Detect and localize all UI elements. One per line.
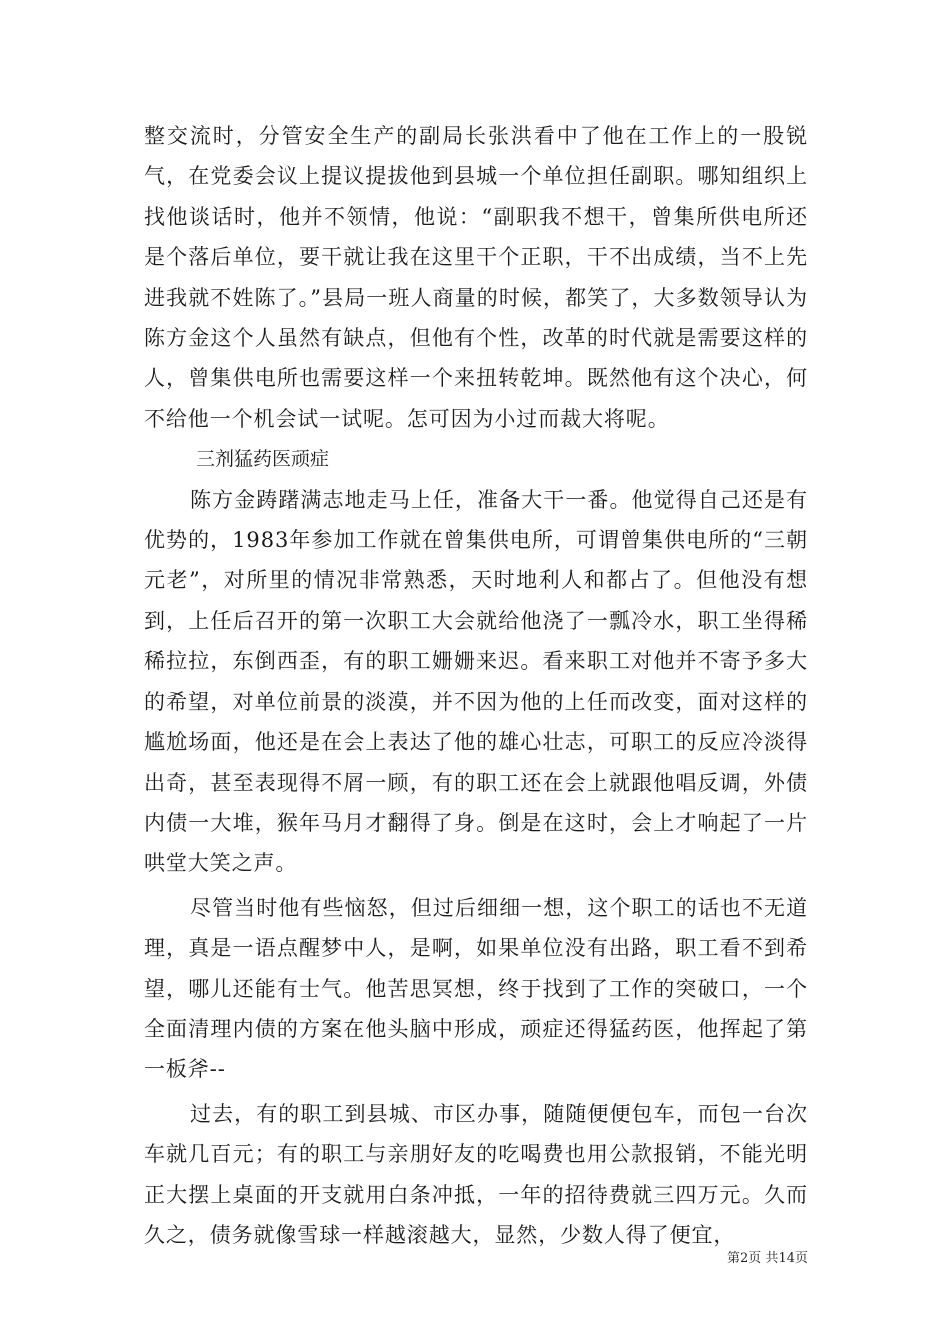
- document-body: [144, 116, 808, 1255]
- section-heading: 三剂猛药医顽症: [196, 448, 330, 471]
- current-page-number: 2: [740, 1251, 749, 1266]
- paragraph: 过去，有的职工到县城、市区办事，随随便便包车，而包一台次车就几百元；有的职工与亲朋好友的吃喝费也用公款报销，不能光明正大摆上桌面的开支就用白条冲抵，一年的招待费就三四万元。久而久之，债务就像雪球一样越滚越大，显然，少数人得了便宜，: [144, 1101, 808, 1247]
- page-footer: [0, 1250, 808, 1268]
- page-number-middle: 页 共: [748, 1251, 779, 1266]
- page-number-prefix: 第: [727, 1251, 741, 1266]
- total-pages-number: 14: [778, 1251, 795, 1266]
- paragraph: 陈方金踌躇满志地走马上任，准备大干一番。他觉得自己还是有优势的，1983年参加工作就在曾集供电所，可谓曾集供电所的“三朝元老”，对所里的情况非常熟悉，天时地利人和都占了。但他没有想到，上任后召开的第一次职工大会就给他浇了一瓢冷水，职工坐得稀稀拉拉，东倒西歪，有的职工姗姗来迟。看来职工对他并不寄予多大的希望，对单位前景的淡漠，并不因为他的上任而改变，面对这样的尴尬场面，他还是在会上表达了他的雄心壮志，可职工的反应冷淡得出奇，甚至表现得不屑一顾，有的职工还在会上就跟他唱反调，外债内债一大堆，猴年马月才翻得了身。倒是在这时，会上才响起了一片哄堂大笑之声。: [144, 487, 808, 876]
- page-number-suffix: 页: [794, 1251, 808, 1266]
- paragraph-continued: 整交流时，分管安全生产的副局长张洪看中了他在工作上的一股锐气，在党委会议上提议提拔他到县城一个单位担任副职。哪知组织上找他谈话时，他并不领情，他说：“副职我不想干，曾集所供电所还是个落后单位，要干就让我在这里干个正职，干不出成绩，当不上先进我就不姓陈了。”县局一班人商量的时候，都笑了，大多数领导认为陈方金这个人虽然有缺点，但他有个性，改革的时代就是需要这样的人，曾集供电所也需要这样一个来扭转乾坤。既然他有这个决心，何不给他一个机会试一试呢。怎可因为小过而裁大将呢。: [144, 124, 808, 431]
- paragraph: 尽管当时他有些恼怒，但过后细细一想，这个职工的话也不无道理，真是一语点醒梦中人，是啊，如果单位没有出路，职工看不到希望，哪儿还能有士气。他苦思冥想，终于找到了工作的突破口，一个全面清理内债的方案在他头脑中形成，顽症还得猛药医，他挥起了第一板斧--: [144, 895, 808, 1082]
